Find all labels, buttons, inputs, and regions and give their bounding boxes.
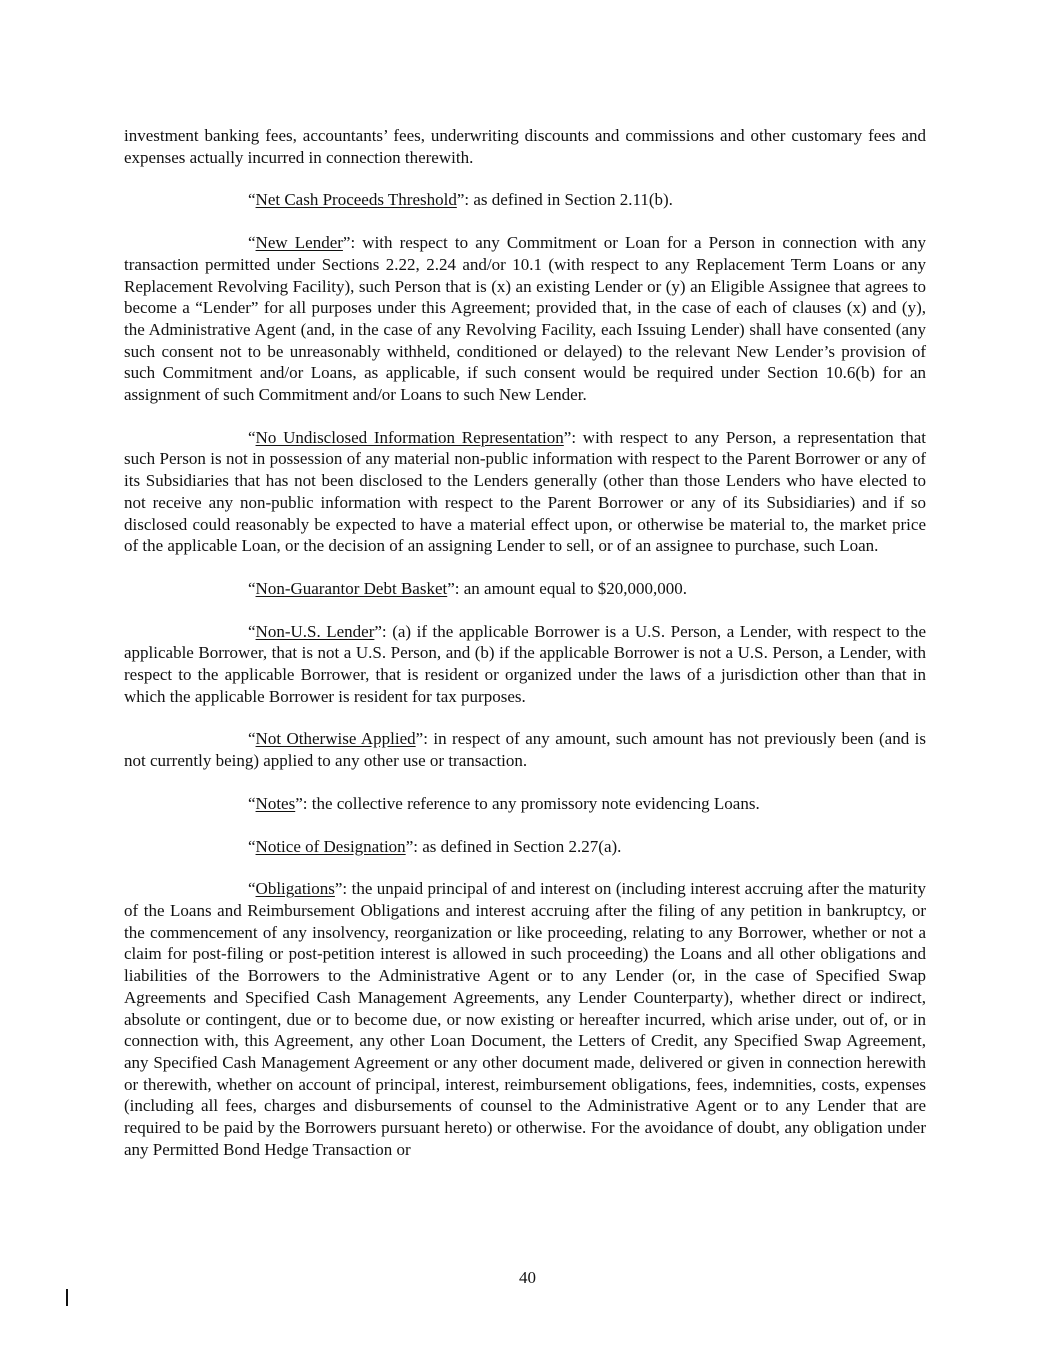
defined-term: No Undisclosed Information Representation (255, 427, 564, 447)
open-quote: “ (248, 621, 256, 641)
definition-not-otherwise-applied (124, 728, 926, 771)
defined-term: Not Otherwise Applied (255, 729, 416, 749)
paragraph-text: investment banking fees, accountants’ fees, underwriting discounts and commissions and other customary fees and expenses actually incurred in connection therewith. (124, 126, 926, 167)
definition-net-cash-proceeds-threshold (124, 189, 926, 211)
definition-text: ”: as defined in Section 2.27(a). (405, 836, 622, 856)
defined-term: Notes (255, 793, 296, 813)
revision-bar (66, 1289, 68, 1306)
open-quote: “ (248, 190, 256, 210)
definition-non-guarantor-debt-basket (124, 578, 926, 600)
open-quote: “ (248, 729, 256, 749)
definition-obligations (124, 878, 926, 1160)
open-quote: “ (248, 879, 256, 899)
open-quote: “ (248, 578, 256, 598)
definition-new-lender (124, 232, 926, 406)
definition-non-us-lender (124, 621, 926, 708)
definition-text: ”: an amount equal to $20,000,000. (447, 578, 688, 598)
defined-term: Non-Guarantor Debt Basket (255, 578, 448, 598)
defined-term: Notice of Designation (255, 836, 406, 856)
defined-term: Net Cash Proceeds Threshold (255, 190, 457, 210)
definition-text: ”: the unpaid principal of and interest on (including interest accruing after the maturity of the Loans and Reimbursement Obligations and interest accruing after the filing of any petition in bankruptcy, or the commencement of any insolvency, reorganization or like proceeding, relating to any Borrower, whether or not a claim for post-filing or post-petition interest is allowed in such proceeding) the Loans and all other obligations and liabilities of the Borrowers to the Administrative Agent or to any Lender (or, in the case of Specified Swap Agreements and Specified Cash Management Agreements, any Lender Counterparty), whether direct or indirect, absolute or contingent, due or to become due, or now existing or hereafter incurred, which arise under, out of, or in connection with, this Agreement, any other Loan Document, the Letters of Credit, any Specified Swap Agreement, any Specified Cash Management Agreement or any other document made, delivered or given in connection herewith or therewith, whether on account of principal, interest, reimbursement obligations, fees, indemnities, costs, expenses (including all fees, charges and disbursements of counsel to the Administrative Agent or to any Lender that are required to be paid by the Borrowers pursuant hereto) or otherwise. For the avoidance of doubt, any obligation under any Permitted Bond Hedge Transaction or (124, 879, 926, 1159)
definition-notes (124, 793, 926, 815)
document-body (124, 125, 926, 1181)
defined-term: New Lender (255, 233, 343, 253)
definition-text: ”: as defined in Section 2.11(b). (456, 190, 673, 210)
definition-text: ”: with respect to any Commitment or Loan for a Person in connection with any transaction permitted under Sections 2.22, 2.24 and/or 10.1 (with respect to any Replacement Term Loans or any Replacement Revolving Facility), such Person that is (x) an existing Lender or (y) an Eligible Assignee that agrees to become a “Lender” for all purposes under this Agreement; provided that, in the case of each of clauses (x) and (y), the Administrative Agent (and, in the case of any Revolving Facility, each Issuing Lender) shall have consented (any such consent not to be unreasonably withheld, conditioned or delayed) to the relevant New Lender’s provision of such Commitment and/or Loans, as applicable, if such consent would be required under Section 10.6(b) for an assignment of such Commitment and/or Loans to such New Lender. (124, 233, 926, 405)
definition-text: ”: in respect of any amount, such amount has not previously been (and is not currently being) applied to any other use or transaction. (124, 729, 926, 771)
definition-text: ”: with respect to any Person, a representation that such Person is not in possession of any material non-public information with respect to the Parent Borrower or any of its Subsidiaries that has not been disclosed to the Lenders generally (other than those Lenders who have elected to not receive any non-public information with respect to the Parent Borrower or any of its Subsidiaries) and if so disclosed could reasonably be expected to have a material effect upon, or otherwise be material to, the market price of the applicable Loan, or the decision of an assigning Lender to sell, or of an assignee to purchase, such Loan. (124, 427, 926, 556)
open-quote: “ (248, 793, 256, 813)
defined-term: Non-U.S. Lender (255, 621, 375, 641)
open-quote: “ (248, 836, 256, 856)
open-quote: “ (248, 233, 256, 253)
continued-paragraph (124, 125, 926, 168)
defined-term: Obligations (255, 879, 335, 899)
page-number: 40 (519, 1268, 536, 1287)
open-quote: “ (248, 427, 256, 447)
definition-text: ”: (a) if the applicable Borrower is a U.S. Person, a Lender, with respect to the applicable Borrower, that is not a U.S. Person, and (b) if the applicable Borrower is not a U.S. Person, a Lender, with respect to the applicable Borrower, that is resident or organized under the laws of a jurisdiction other than that in which the applicable Borrower is resident for tax purposes. (124, 621, 926, 706)
definition-text: ”: the collective reference to any promissory note evidencing Loans. (295, 793, 760, 813)
definition-notice-of-designation (124, 836, 926, 858)
definition-no-undisclosed-information-representation (124, 427, 926, 557)
